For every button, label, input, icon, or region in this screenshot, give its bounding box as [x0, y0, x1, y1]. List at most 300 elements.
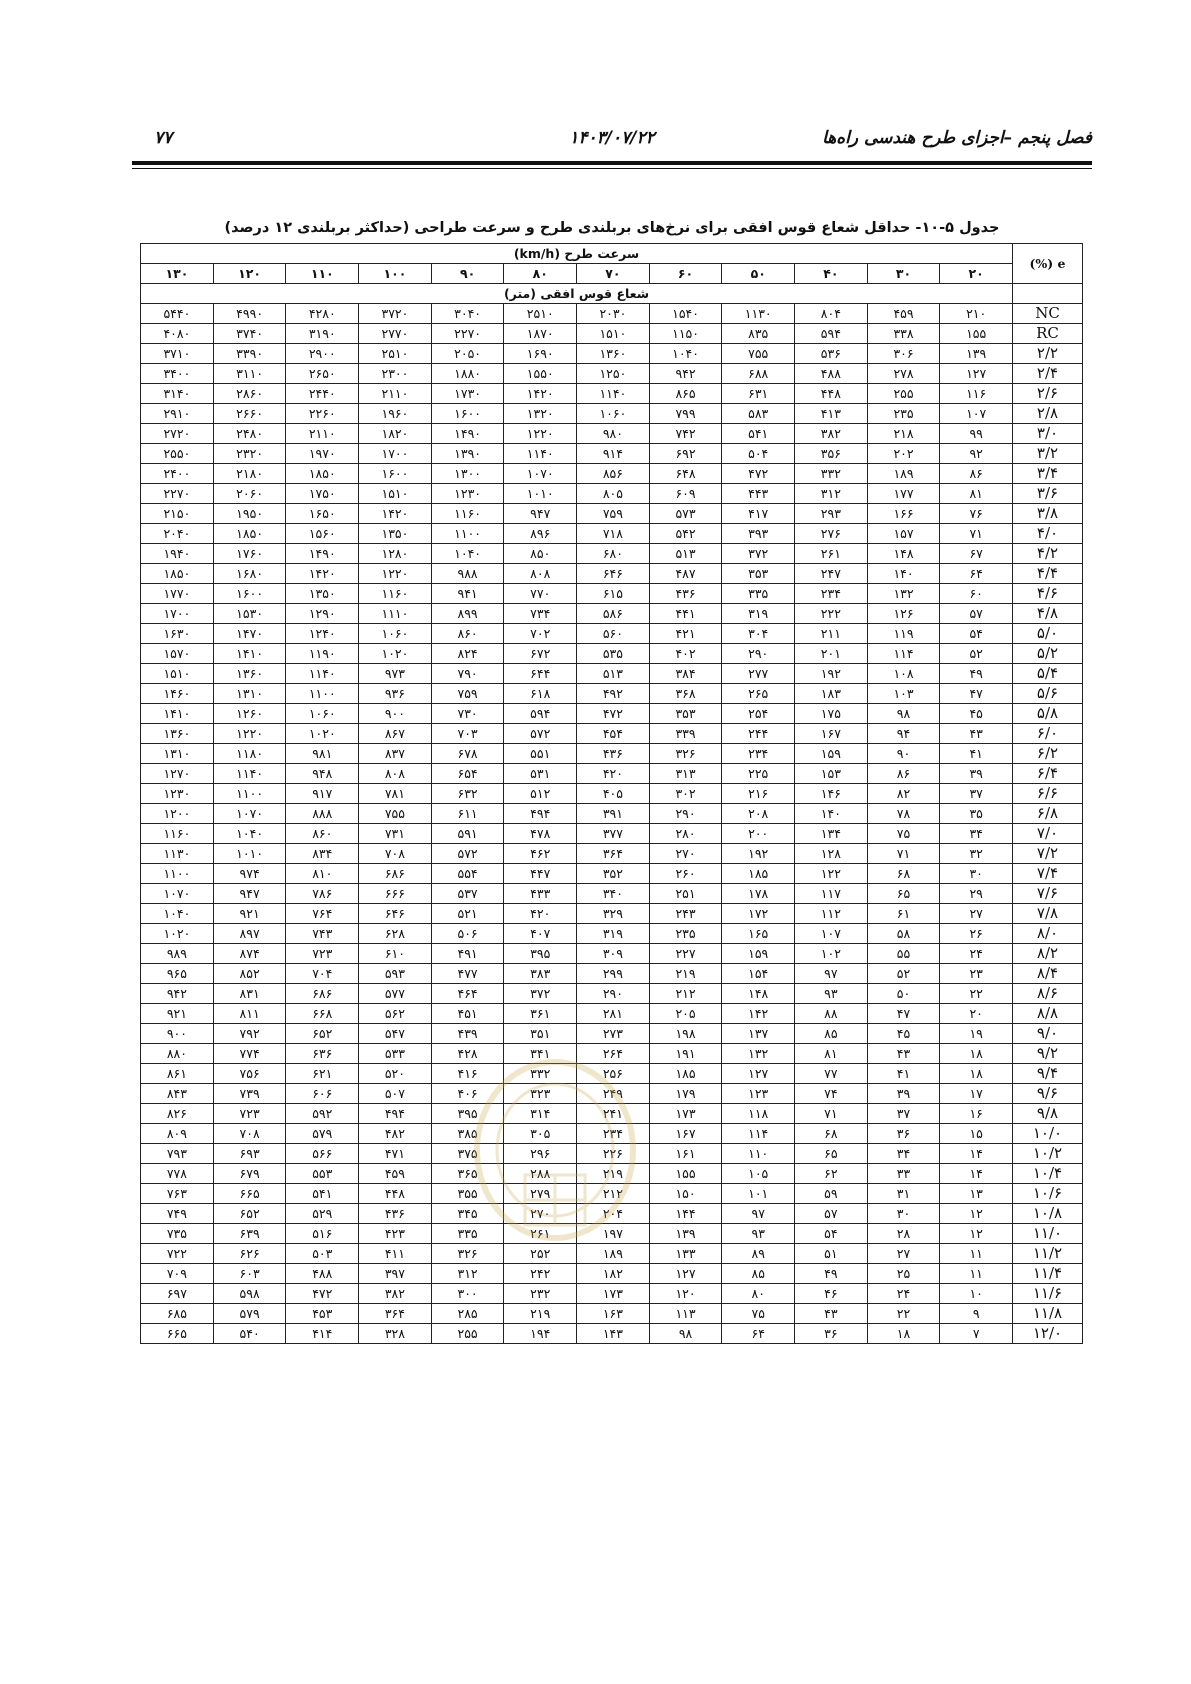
radius-cell: ۵۳۷: [431, 884, 504, 904]
radius-cell: ۱۶۶: [867, 504, 940, 524]
radius-cell: ۳۶۸: [649, 684, 722, 704]
e-value-cell: ۹/۲: [1013, 1044, 1083, 1064]
radius-cell: ۴۴۸: [795, 384, 868, 404]
radius-cell: ۲۹۹: [577, 964, 650, 984]
radius-cell: ۹۷۳: [359, 664, 432, 684]
table-row: [141, 784, 1083, 804]
radius-cell: ۸۰۸: [504, 564, 577, 584]
radius-cell: ۳۸۲: [359, 1284, 432, 1304]
speed-header-row: [141, 244, 1083, 264]
radius-cell: ۵۲: [867, 964, 940, 984]
table-row: [141, 1264, 1083, 1284]
radius-cell: ۶۷: [940, 544, 1013, 564]
radius-cell: ۶۲: [795, 1164, 868, 1184]
radius-cell: ۴۲۰: [504, 904, 577, 924]
radius-cell: ۱۸: [940, 1044, 1013, 1064]
e-value-cell: ۱۰/۲: [1013, 1144, 1083, 1164]
radius-cell: ۸۱: [795, 1044, 868, 1064]
radius-cell: ۱۸۵: [649, 1064, 722, 1084]
radius-cell: ۶۷۹: [213, 1164, 286, 1184]
radius-cell: ۳۳۹۰: [213, 344, 286, 364]
radius-cell: ۱۱: [940, 1264, 1013, 1284]
radius-cell: ۱۳۲: [722, 1044, 795, 1064]
radius-cell: ۱۶۹۰: [504, 344, 577, 364]
radius-cell: ۲۰۵۰: [431, 344, 504, 364]
radius-cell: ۶۶۸: [286, 1004, 359, 1024]
radius-cell: ۱۶۵: [722, 924, 795, 944]
radius-cell: ۵۱۳: [649, 544, 722, 564]
radius-cell: ۵۱۳: [577, 664, 650, 684]
radius-cell: ۴۲۸: [431, 1044, 504, 1064]
e-value-cell: ۸/۶: [1013, 984, 1083, 1004]
e-value-cell: ۵/۸: [1013, 704, 1083, 724]
radius-cell: ۱۴۳: [577, 1324, 650, 1344]
radius-cell: ۷۹۰: [431, 664, 504, 684]
radius-cell: ۲۱۹: [649, 964, 722, 984]
table-row: [141, 824, 1083, 844]
e-value-cell: ۲/۲: [1013, 344, 1083, 364]
radius-cell: ۱۱۹: [867, 624, 940, 644]
radius-cell: ۱۳۱۰: [141, 744, 214, 764]
header-date: ۱۴۰۳/۰۷/۲۲: [569, 128, 655, 148]
radius-cell: ۱۶۳: [577, 1304, 650, 1324]
radius-cell: ۲۸۰: [649, 824, 722, 844]
radius-cell: ۶۵۲: [286, 1024, 359, 1044]
radius-cell: ۲۵۵۰: [141, 444, 214, 464]
radius-cell: ۱۱۰۰: [431, 524, 504, 544]
radius-cell: ۱۳۵۰: [359, 524, 432, 544]
table-row: [141, 1304, 1083, 1324]
radius-cell: ۸۸: [795, 1004, 868, 1024]
radius-cell: ۳۴: [940, 824, 1013, 844]
radius-cell: ۱۵۳۰: [213, 604, 286, 624]
radius-cell: ۶۰۶: [286, 1084, 359, 1104]
table-row: [141, 984, 1083, 1004]
radius-cell: ۱۹۸: [649, 1024, 722, 1044]
radius-cell: ۱۷۳۰: [431, 384, 504, 404]
speed-cell: ۱۲۰: [213, 264, 286, 284]
table-row: [141, 1144, 1083, 1164]
radius-cell: ۴۰۵: [577, 784, 650, 804]
radius-cell: ۱۲۷: [940, 364, 1013, 384]
radius-cell: ۱۵۱۰: [359, 484, 432, 504]
radius-cell: ۳۹۳: [722, 524, 795, 544]
radius-cell: ۸۱: [940, 484, 1013, 504]
radius-cell: ۷۰۸: [213, 1124, 286, 1144]
radius-cell: ۳۵۱: [504, 1024, 577, 1044]
radius-cell: ۶۸: [795, 1124, 868, 1144]
radius-cell: ۱۳۲: [867, 584, 940, 604]
radius-cell: ۲۹۰۰: [286, 344, 359, 364]
radius-cell: ۲۰۵: [649, 1004, 722, 1024]
e-value-cell: ۷/۲: [1013, 844, 1083, 864]
radius-cell: ۳۷۷: [577, 824, 650, 844]
radius-cell: ۹۱۴: [577, 444, 650, 464]
radius-cell: ۴۹۹۰: [213, 304, 286, 324]
e-value-cell: ۲/۶: [1013, 384, 1083, 404]
radius-cell: ۱۱۶۰: [431, 504, 504, 524]
radius-cell: ۱۴۲۰: [504, 384, 577, 404]
radius-cell: ۹۱۷: [286, 784, 359, 804]
radius-cell: ۶۵: [795, 1144, 868, 1164]
table-row: [141, 864, 1083, 884]
radius-cell: ۹۸: [867, 704, 940, 724]
radius-cell: ۳۰۵: [504, 1124, 577, 1144]
radius-cell: ۸۸۰: [141, 1044, 214, 1064]
radius-cell: ۳۷۴۰: [213, 324, 286, 344]
radius-cell: ۱۰۲: [795, 944, 868, 964]
radius-cell: ۱۷۵۰: [286, 484, 359, 504]
radius-cell: ۴۳: [940, 724, 1013, 744]
radius-cell: ۲۱۲: [649, 984, 722, 1004]
radius-cell: ۱۲۷: [722, 1064, 795, 1084]
radius-cell: ۱۲۸۰: [359, 544, 432, 564]
e-value-cell: ۵/۶: [1013, 684, 1083, 704]
radius-cell: ۱۰۷۰: [213, 804, 286, 824]
speed-cell: ۴۰: [795, 264, 868, 284]
radius-cell: ۳۱۹۰: [286, 324, 359, 344]
radius-cell: ۱۰۷: [795, 924, 868, 944]
radius-cell: ۶۴: [940, 564, 1013, 584]
radius-cell: ۳۸۵: [431, 1124, 504, 1144]
radius-cell: ۵۸۶: [577, 604, 650, 624]
radius-cell: ۱۱۰۰: [286, 684, 359, 704]
radius-cell: ۸۰۸: [359, 764, 432, 784]
e-value-cell: ۲/۴: [1013, 364, 1083, 384]
radius-cell: ۱۳۹: [649, 1224, 722, 1244]
table-row: [141, 744, 1083, 764]
radius-cell: ۳۲۶: [649, 744, 722, 764]
radius-cell: ۱۴۴: [649, 1204, 722, 1224]
radius-header-row: [141, 284, 1083, 304]
radius-cell: ۱۳۱۰: [213, 684, 286, 704]
radius-cell: ۱۴۹۰: [286, 544, 359, 564]
table-row: [141, 604, 1083, 624]
radius-cell: ۵۰۳: [286, 1244, 359, 1264]
radius-cell: ۴۸۸: [795, 364, 868, 384]
radius-cell: ۱۲۲۰: [213, 724, 286, 744]
radius-cell: ۱۶۸۰: [213, 564, 286, 584]
radius-cell: ۵۱: [795, 1244, 868, 1264]
e-value-cell: ۱۲/۰: [1013, 1324, 1083, 1344]
radius-cell: ۱۹۵۰: [213, 504, 286, 524]
radius-cell: ۸۵: [722, 1264, 795, 1284]
radius-cell: ۳۴۰: [577, 884, 650, 904]
radius-cell: ۳۹: [867, 1084, 940, 1104]
radius-cell: ۷۷۰: [504, 584, 577, 604]
radius-cell: ۱۰۷: [940, 404, 1013, 424]
table-row: [141, 1184, 1083, 1204]
radius-cell: ۳۱۴۰: [141, 384, 214, 404]
radius-cell: ۳۰۴: [722, 624, 795, 644]
radius-cell: ۴۲۰: [577, 764, 650, 784]
e-value-cell: ۹/۸: [1013, 1104, 1083, 1124]
radius-cell: ۶۳۹: [213, 1224, 286, 1244]
table-row: [141, 1284, 1083, 1304]
radius-cell: ۷: [940, 1324, 1013, 1344]
radius-cell: ۳۷۲: [504, 984, 577, 1004]
radius-cell: ۱۰۴۰: [649, 344, 722, 364]
radius-cell: ۴۳۶: [577, 744, 650, 764]
radius-cell: ۱۰۴۰: [141, 904, 214, 924]
table-row: [141, 464, 1083, 484]
table-row: [141, 944, 1083, 964]
radius-cell: ۴۷۲: [722, 464, 795, 484]
radius-cell: ۱۲۹۰: [286, 604, 359, 624]
radius-cell: ۱۵۵: [940, 324, 1013, 344]
radius-cell: ۱۲۳: [722, 1084, 795, 1104]
radius-cell: ۳۴۰۰: [141, 364, 214, 384]
radius-cell: ۱۰: [940, 1284, 1013, 1304]
radius-cell: ۱۰۸: [867, 664, 940, 684]
radius-cell: ۱۶۰۰: [213, 584, 286, 604]
table-row: [141, 1044, 1083, 1064]
radius-cell: ۲۹: [940, 884, 1013, 904]
radius-cell: ۵۱۲: [504, 784, 577, 804]
radius-cell: ۱۵۹: [722, 944, 795, 964]
radius-cell: ۲۱۶: [722, 784, 795, 804]
e-value-cell: ۴/۸: [1013, 604, 1083, 624]
radius-cell: ۸۶۷: [359, 724, 432, 744]
radius-cell: ۹۸: [649, 1324, 722, 1344]
radius-cell: ۱۴۱۰: [141, 704, 214, 724]
radius-cell: ۱۲۰: [649, 1284, 722, 1304]
radius-cell: ۸۵۲: [213, 964, 286, 984]
radius-cell: ۵۴: [795, 1224, 868, 1244]
radius-cell: ۶۰۹: [649, 484, 722, 504]
radius-cell: ۲۲۶: [577, 1144, 650, 1164]
radius-cell: ۴۷۲: [286, 1284, 359, 1304]
table-row: [141, 1164, 1083, 1184]
radius-cell: ۷۱: [867, 844, 940, 864]
radius-cell: ۲۶۴: [577, 1044, 650, 1064]
radius-cell: ۵۹۴: [795, 324, 868, 344]
radius-cell: ۱۱۴: [867, 644, 940, 664]
radius-cell: ۱۴۰: [795, 804, 868, 824]
radius-cell: ۲۶۶۰: [213, 404, 286, 424]
radius-cell: ۷۱۸: [577, 524, 650, 544]
radius-cell: ۲۴: [940, 944, 1013, 964]
radius-cell: ۹۴۸: [286, 764, 359, 784]
e-value-cell: ۷/۴: [1013, 864, 1083, 884]
e-value-cell: ۸/۰: [1013, 924, 1083, 944]
radius-cell: ۳۹: [940, 764, 1013, 784]
radius-cell: ۹۰: [867, 744, 940, 764]
radius-cell: ۳۱۲: [795, 484, 868, 504]
e-value-cell: ۹/۶: [1013, 1084, 1083, 1104]
table-row: [141, 844, 1083, 864]
radius-cell: ۵۷۹: [213, 1304, 286, 1324]
radius-cell: ۵۵۴: [431, 864, 504, 884]
radius-cell: ۱۲۴۰: [286, 624, 359, 644]
radius-cell: ۴۷: [940, 684, 1013, 704]
radius-cell: ۵۸۳: [722, 404, 795, 424]
radius-cell: ۱۱۴۰: [504, 444, 577, 464]
radius-cell: ۱۵۵: [649, 1164, 722, 1184]
radius-cell: ۵۷۳: [649, 504, 722, 524]
e-value-cell: ۳/۴: [1013, 464, 1083, 484]
e-value-cell: ۱۰/۸: [1013, 1204, 1083, 1224]
radius-cell: ۵۰۷: [359, 1084, 432, 1104]
radius-cell: ۵۴۲: [649, 524, 722, 544]
table-row: [141, 384, 1083, 404]
radius-cell: ۷۹۹: [649, 404, 722, 424]
radius-cell: ۸۵۶: [577, 464, 650, 484]
radius-cell: ۴۶۲: [504, 844, 577, 864]
e-value-cell: ۱۱/۸: [1013, 1304, 1083, 1324]
radius-cell: ۱۱۰۰: [141, 864, 214, 884]
speed-cell: ۶۰: [649, 264, 722, 284]
radius-cell: ۴۴۳: [722, 484, 795, 504]
radius-cell: ۱۰۶۰: [359, 624, 432, 644]
radius-cell: ۴۵۹: [359, 1164, 432, 1184]
radius-cell: ۴۱: [867, 1064, 940, 1084]
radius-cell: ۳۷۲: [722, 544, 795, 564]
radius-cell: ۲۲۶۰: [286, 404, 359, 424]
table-row: [141, 804, 1083, 824]
table-row: [141, 404, 1083, 424]
radius-cell: ۱۴۰: [867, 564, 940, 584]
table-row: [141, 564, 1083, 584]
radius-cell: ۳۳۵: [431, 1224, 504, 1244]
radius-cell: ۱۲۷۰: [141, 764, 214, 784]
radius-cell: ۳۸۳: [504, 964, 577, 984]
radius-cell: ۶۰: [940, 584, 1013, 604]
radius-cell: ۹۴۷: [213, 884, 286, 904]
table-row: [141, 1224, 1083, 1244]
radius-cell: ۱۰۶۰: [286, 704, 359, 724]
radius-cell: ۱۳۶۰: [141, 724, 214, 744]
radius-cell: ۱۰۶۰: [577, 404, 650, 424]
radius-cell: ۶۴۶: [577, 564, 650, 584]
e-value-cell: ۴/۶: [1013, 584, 1083, 604]
radius-cell: ۷۱: [940, 524, 1013, 544]
table-row: [141, 1004, 1083, 1024]
radius-cell: ۴۱۳: [795, 404, 868, 424]
radius-cell: ۱۸: [940, 1064, 1013, 1084]
radius-cell: ۲۷۸: [867, 364, 940, 384]
radius-cell: ۱۶۷: [649, 1124, 722, 1144]
radius-cell: ۳۰۰: [431, 1284, 504, 1304]
radius-cell: ۱۴۲۰: [359, 504, 432, 524]
table-row: [141, 444, 1083, 464]
radius-cell: ۱۵۷: [867, 524, 940, 544]
radius-cell: ۲۴۱: [577, 1104, 650, 1124]
radius-cell: ۱۲۶: [867, 604, 940, 624]
radius-cell: ۹۴۲: [141, 984, 214, 1004]
radius-cell: ۴۷۷: [431, 964, 504, 984]
radius-cell: ۲۲۷: [649, 944, 722, 964]
radius-cell: ۳۳۹: [649, 724, 722, 744]
radius-cell: ۸۸۸: [286, 804, 359, 824]
radius-cell: ۵۴۴۰: [141, 304, 214, 324]
e-value-cell: ۹/۰: [1013, 1024, 1083, 1044]
radius-cell: ۱۰۴۰: [213, 824, 286, 844]
radius-cell: ۳۰۴۰: [431, 304, 504, 324]
radius-cell: ۲۰: [940, 1004, 1013, 1024]
radius-cell: ۳۶۴: [359, 1304, 432, 1324]
radius-cell: ۲۱۱: [795, 624, 868, 644]
radius-cell: ۳۰۹: [577, 944, 650, 964]
table-row: [141, 584, 1083, 604]
radius-cell: ۳۳۸: [867, 324, 940, 344]
radius-cell: ۷۵: [722, 1304, 795, 1324]
radius-cell: ۱۳۹۰: [431, 444, 504, 464]
radius-cell: ۴۳۶: [649, 584, 722, 604]
radius-cell: ۴۴۸: [359, 1184, 432, 1204]
radius-cell: ۱۶: [940, 1104, 1013, 1124]
radius-cell: ۶۳۱: [722, 384, 795, 404]
radius-cell: ۸۱۰: [286, 864, 359, 884]
radius-cell: ۲۵۲: [504, 1244, 577, 1264]
radius-cell: ۲۵۱: [649, 884, 722, 904]
radius-cell: ۵۴: [940, 624, 1013, 644]
radius-cell: ۱۵۱۰: [577, 324, 650, 344]
radius-cell: ۳۰: [940, 864, 1013, 884]
speed-cell: ۱۳۰: [141, 264, 214, 284]
radius-cell: ۹۴۷: [504, 504, 577, 524]
radius-cell: ۵۶۰: [577, 624, 650, 644]
radius-cell: ۴۵۳: [286, 1304, 359, 1324]
radius-cell: ۱۲۷: [649, 1264, 722, 1284]
radius-cell: ۱۱۱۰: [359, 604, 432, 624]
radius-cell: ۸۶۱: [141, 1064, 214, 1084]
radius-cell: ۶۴: [722, 1324, 795, 1344]
radius-cell: ۸۳۴: [286, 844, 359, 864]
radius-cell: ۱۹۲: [795, 664, 868, 684]
radius-cell: ۲۷: [867, 1244, 940, 1264]
radius-cell: ۳۴: [867, 1144, 940, 1164]
radius-cell: ۵۳۶: [795, 344, 868, 364]
radius-cell: ۵۷۹: [286, 1124, 359, 1144]
radius-cell: ۳۱۹: [577, 924, 650, 944]
radius-cell: ۲۹۰: [577, 984, 650, 1004]
table-row: [141, 484, 1083, 504]
radius-cell: ۱۰۷۰: [504, 464, 577, 484]
radius-cell: ۶۹۲: [649, 444, 722, 464]
radius-cell: ۹۸۱: [286, 744, 359, 764]
radius-cell: ۴۱۶: [431, 1064, 504, 1084]
radius-cell: ۷۳۵: [141, 1224, 214, 1244]
radius-cell: ۱۹۱: [649, 1044, 722, 1064]
e-value-cell: ۲/۸: [1013, 404, 1083, 424]
radius-cell: ۹۸۰: [577, 424, 650, 444]
radius-cell: ۱۴۲۰: [286, 564, 359, 584]
radius-cell: ۵۹: [795, 1184, 868, 1204]
radius-cell: ۳۹۱: [577, 804, 650, 824]
speed-values-row: [141, 264, 1083, 284]
radius-cell: ۲۴۹: [577, 1084, 650, 1104]
radius-cell: ۴۲۸۰: [286, 304, 359, 324]
speed-cell: ۹۰: [431, 264, 504, 284]
radius-cell: ۴۸۲: [359, 1124, 432, 1144]
table-row: [141, 1324, 1083, 1344]
radius-cell: ۱۱۲: [795, 904, 868, 924]
radius-cell: ۲۳: [940, 964, 1013, 984]
radius-cell: ۱۱۵۰: [649, 324, 722, 344]
radius-cell: ۵۷۲: [504, 724, 577, 744]
e-value-cell: ۷/۶: [1013, 884, 1083, 904]
e-column-header: e (%): [1013, 244, 1083, 284]
radius-cell: ۲۳۴: [722, 744, 795, 764]
radius-cell: ۱۳۶۰: [577, 344, 650, 364]
radius-cell: ۱۲۵۰: [577, 364, 650, 384]
e-value-cell: ۵/۲: [1013, 644, 1083, 664]
radius-cell: ۸۹: [722, 1244, 795, 1264]
radius-cell: ۷۲۳: [286, 944, 359, 964]
radius-cell: ۲۹۰: [722, 644, 795, 664]
radius-cell: ۲۸۸: [504, 1164, 577, 1184]
